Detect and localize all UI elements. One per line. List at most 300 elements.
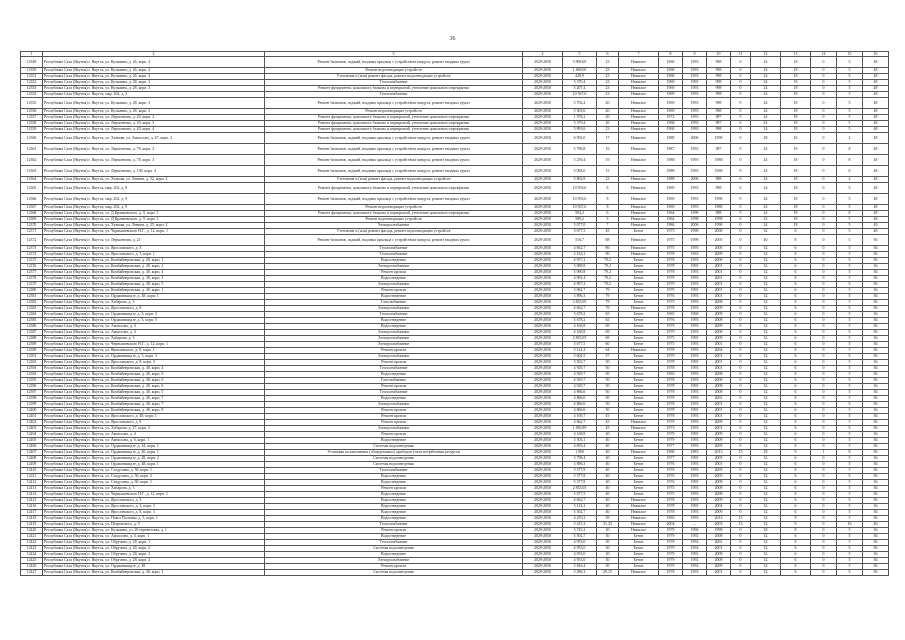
table-cell: 1992 (683, 552, 707, 558)
table-cell: 1976 (659, 462, 683, 468)
table-cell: 1 960 (563, 450, 597, 456)
table-cell: 1993 (683, 462, 707, 468)
table-cell: 12410 (21, 468, 43, 474)
table-row (21, 98, 889, 109)
table-cell: 12361 (21, 144, 43, 155)
table-cell: 6 (781, 474, 811, 480)
table-cell: 2029-2050 (523, 564, 563, 570)
table-cell: 5 503,1 (563, 438, 597, 444)
table-cell: 5 (837, 498, 863, 504)
table-cell: 5 (837, 444, 863, 450)
table-cell: 0 (811, 115, 837, 121)
table-cell: Нежилое (619, 68, 659, 74)
column-header: 3 (265, 52, 523, 57)
table-cell: 69 (597, 330, 619, 336)
table-cell: Республика Саха (Якутия) г. Якутск, ул. Орджоникидзе, д. 3, корп. 3 (43, 312, 265, 318)
table-cell: 5 893,6 (563, 127, 597, 133)
table-cell: Бетон (619, 324, 659, 330)
table-cell: 16 (781, 133, 811, 144)
table-cell: 2029-2050 (523, 456, 563, 462)
table-cell: 5 (837, 74, 863, 80)
table-cell: 36 (863, 540, 889, 546)
table-cell: 0 (731, 252, 751, 258)
table-cell: 5 (837, 396, 863, 402)
table-cell: 36 (863, 432, 889, 438)
column-header: 8 (659, 52, 683, 57)
table-cell: 2000 (707, 229, 731, 235)
table-cell: 5 (837, 492, 863, 498)
table-cell: 5 677,5 (563, 342, 597, 348)
table-cell: 12367 (21, 205, 43, 211)
table-cell: 36 (863, 330, 889, 336)
table-cell: 69 (597, 324, 619, 330)
table-cell: 48 (863, 155, 889, 166)
table-cell: 2029-2050 (523, 246, 563, 252)
table-cell: Нежилое (619, 510, 659, 516)
column-header: 5 (563, 52, 597, 57)
table-cell: Водоотведение (265, 504, 523, 510)
table-cell: 1993 (683, 510, 707, 516)
table-cell: 0 (731, 155, 751, 166)
table-cell: Бетон (619, 282, 659, 288)
table-cell: 2029-2050 (523, 194, 563, 205)
table-cell: 0 (811, 504, 837, 510)
table-cell: 1 830,89 (563, 426, 597, 432)
table-cell: 6 (781, 312, 811, 318)
table-cell: 2001 (707, 396, 731, 402)
table-cell: 0 (731, 372, 751, 378)
table-cell: 5 415,3 (563, 522, 597, 528)
table-cell: 2029-2050 (523, 336, 563, 342)
table-cell: 48 (863, 86, 889, 92)
table-cell: 1993 (683, 109, 707, 115)
table-cell: Республика Саха (Якутия) г. Якутск, ул. Лермонтова, д. 138, корп. 4 (43, 166, 265, 177)
table-cell: 0 (811, 426, 837, 432)
table-cell: 8 (837, 211, 863, 217)
table-cell: 0 (731, 414, 751, 420)
table-cell: 5 (837, 252, 863, 258)
table-cell: 12386 (21, 324, 43, 330)
table-cell: Республика Саха (Якутия) г. Якутск, ул. Лермонтова, д. 21 (43, 235, 265, 246)
table-cell: 36 (863, 444, 889, 450)
table-cell: 5 124,2 (563, 348, 597, 354)
table-cell: 24 (751, 194, 781, 205)
table-cell: Нежилое (619, 246, 659, 252)
table-cell: Нежилое (619, 205, 659, 211)
table-cell: Бетон (619, 318, 659, 324)
table-cell: 2029-2050 (523, 354, 563, 360)
table-cell: Электроснабжение (265, 354, 523, 360)
table-cell: 36 (863, 312, 889, 318)
table-cell: 1993 (683, 420, 707, 426)
table-cell: 8 (597, 205, 619, 211)
table-cell: Нежилое (619, 528, 659, 534)
table-cell: 0 (811, 300, 837, 306)
table-cell: Системы водоотведения (265, 444, 523, 450)
page-number: 36 (449, 36, 456, 42)
table-cell: 36 (863, 498, 889, 504)
table-cell: 24 (751, 74, 781, 80)
table-cell: 24 (751, 80, 781, 86)
table-cell: Республика Саха (Якутия) г. Якутск, ул. Хабарова, д. 3 (43, 300, 265, 306)
table-cell: 6 (781, 294, 811, 300)
table-cell: 24 (751, 92, 781, 98)
table-cell: Ремонт кровли (265, 360, 523, 366)
table-cell: 16 (781, 144, 811, 155)
table-cell: 2008 (707, 378, 731, 384)
table-cell: 6 (781, 318, 811, 324)
table-cell: 12422 (21, 540, 43, 546)
table-cell: 12376 (21, 264, 43, 270)
table-cell: 5 (837, 306, 863, 312)
table-cell: 0 (811, 57, 837, 68)
table-cell: 0 (811, 252, 837, 258)
table-cell: 1992 (683, 540, 707, 546)
table-cell: 2029-2050 (523, 166, 563, 177)
table-cell: 1979 (659, 282, 683, 288)
table-cell: 1987 (659, 144, 683, 155)
table-cell: Республика Саха (Якутия) г. Якутск, ул. Орджоникидзе, д. 48 (43, 564, 265, 570)
table-cell: Нежилое (619, 211, 659, 217)
table-cell: 1977 (659, 456, 683, 462)
table-cell: 1969 (659, 86, 683, 92)
table-cell: 1993 (683, 456, 707, 462)
table-cell: 0 (731, 330, 751, 336)
table-cell: 1963 (683, 252, 707, 258)
table-cell: Республика Саха (Якутия) г. Якутск, ул. Обручева, д. 28, корп. 2 (43, 546, 265, 552)
table-cell: 0 (811, 462, 837, 468)
table-cell: 1998 (707, 133, 731, 144)
table-cell: 23 (597, 74, 619, 80)
table-cell: 2029-2050 (523, 558, 563, 564)
table-cell: Республика Саха (Якутия) г. Якутск, ул. Ярославского, д. 3, корп. 1 (43, 252, 265, 258)
table-cell: 0 (731, 336, 751, 342)
table-cell: Системы водоотведения (265, 570, 523, 576)
table-cell: 30 (597, 534, 619, 540)
table-cell: 0 (811, 336, 837, 342)
table-cell: 2005 (707, 474, 731, 480)
table-cell: 5 (837, 540, 863, 546)
table-cell: 3 896,3 (563, 462, 597, 468)
table-cell: Республика Саха (Якутия) г. Якутск, ул. Комбайнеровская, д. 40, корп. 4 (43, 270, 265, 276)
table-cell: 50 (597, 390, 619, 396)
table-cell: 5 (837, 294, 863, 300)
table-cell: 1975 (659, 486, 683, 492)
table-cell: 5 089,8 (563, 264, 597, 270)
table-cell: 32 (751, 276, 781, 282)
table-cell: 2029-2050 (523, 270, 563, 276)
table-cell: 12398 (21, 396, 43, 402)
table-cell: 5 702,4 (563, 98, 597, 109)
table-cell: 12351 (21, 74, 43, 80)
table-cell: 1993 (683, 276, 707, 282)
table-cell: Республика Саха (Якутия) г. Якутск, ул. Орджоникидзе, д. 46, корп. 1 (43, 450, 265, 456)
table-cell: 48 (863, 217, 889, 223)
table-cell: 6 (781, 270, 811, 276)
table-cell: 0 (811, 534, 837, 540)
table-cell: 8 (781, 235, 811, 246)
table-cell: 1975 (659, 246, 683, 252)
table-cell: 4 169,7 (563, 414, 597, 420)
table-cell: 1978 (659, 258, 683, 264)
table-cell: 12406 (21, 444, 43, 450)
table-cell: 5 (837, 528, 863, 534)
table-cell: 1969 (659, 109, 683, 115)
table-cell: Бетон (619, 390, 659, 396)
table-cell: 2008 (707, 372, 731, 378)
table-cell: Бетон (619, 444, 659, 450)
table-cell: Электроснабжение (265, 558, 523, 564)
table-cell: 6 (781, 558, 811, 564)
table-cell: 2029-2050 (523, 342, 563, 348)
table-cell: 2006 (683, 177, 707, 183)
table-cell: 2029-2050 (523, 462, 563, 468)
table-cell: 0 (811, 144, 837, 155)
table-cell: 23 (751, 217, 781, 223)
table-cell: 6 (781, 348, 811, 354)
table-cell: 0 (731, 166, 751, 177)
table-cell: 48 (863, 68, 889, 74)
table-cell: 12362 (21, 155, 43, 166)
table-cell: 18 (781, 217, 811, 223)
table-cell: 1993 (683, 336, 707, 342)
table-cell: 0 (811, 528, 837, 534)
table-cell: 1993 (683, 378, 707, 384)
table-cell: 0 (811, 92, 837, 98)
table-cell: 48 (863, 177, 889, 183)
table-cell: 1993 (683, 155, 707, 166)
table-cell: 1988 (659, 166, 683, 177)
table-cell: 36 (863, 294, 889, 300)
table-cell: 4 866,6 (563, 408, 597, 414)
table-cell: 5 (837, 288, 863, 294)
table-cell: 6 (781, 336, 811, 342)
table-cell: Электроснабжение (265, 223, 523, 229)
table-cell: 5 677,5 (563, 229, 597, 235)
table-cell: Водоотведение (265, 324, 523, 330)
table-cell: Республика Саха (Якутия) г. Якутск, ул. Чернышевского Н.Г., д. 12, корп. 1 (43, 342, 265, 348)
table-cell: Республика Саха (Якутия) г. Якутск, ул. Комбайнеровская, д. 40, корп. 6 (43, 372, 265, 378)
table-cell: 998 (707, 80, 731, 86)
table-cell: 5 090,8 (563, 270, 597, 276)
table-cell: Нежилое (619, 155, 659, 166)
table-cell: 2005 (707, 456, 731, 462)
table-cell: 1979 (659, 276, 683, 282)
table-cell: 0 (731, 288, 751, 294)
table-cell: 32 (751, 306, 781, 312)
table-cell: Республика Саха (Якутия) г. Якутск, ул. Комбайнеровская, д. 40, корп. 2 (43, 264, 265, 270)
table-cell: 15 (597, 166, 619, 177)
table-cell: 0 (811, 378, 837, 384)
table-cell: 2003 (707, 522, 731, 528)
table-cell: 2013 (707, 450, 731, 456)
column-header: 14 (811, 52, 837, 57)
table-cell: 46 (863, 522, 889, 528)
table-cell: 0 (811, 522, 837, 528)
table-cell: 4 866,6 (563, 390, 597, 396)
table-cell: 6 (781, 564, 811, 570)
table-cell: Нежилое (619, 80, 659, 86)
table-cell: Республика Саха (Якутия) г. Якутск, ул. Орджоникидзе, д. 48, корп. 1 (43, 294, 265, 300)
table-cell: Бетон (619, 276, 659, 282)
table-cell: 998 (707, 57, 731, 68)
table-cell: 1978 (659, 498, 683, 504)
table-cell: 0 (731, 223, 751, 229)
table-cell: Нежилое (619, 450, 659, 456)
table-cell: 2029-2050 (523, 498, 563, 504)
table-cell: Республика Саха (Якутия) г. Якутск, ул. Комбайнеровская, д. 40, корп. 3 (43, 570, 265, 576)
table-cell: 36 (863, 366, 889, 372)
table-cell: 20 (597, 98, 619, 109)
table-cell: 1993 (683, 270, 707, 276)
table-cell: 2029-2050 (523, 534, 563, 540)
table-cell: 6 (781, 378, 811, 384)
table-cell: 1969 (659, 92, 683, 98)
table-cell: 45 (597, 420, 619, 426)
table-cell: 0 (811, 384, 837, 390)
table-cell: 2029-2050 (523, 235, 563, 246)
table-cell: 1975 (659, 336, 683, 342)
table-cell: 9 (781, 522, 811, 528)
table-cell: 5 (837, 456, 863, 462)
table-cell: 5 (837, 86, 863, 92)
table-cell: 6 (781, 246, 811, 252)
table-cell: 45 (597, 414, 619, 420)
table-cell: 0 (731, 420, 751, 426)
table-cell: 1968 (659, 57, 683, 68)
table-cell: 5 (837, 318, 863, 324)
table-cell: 2006 (683, 223, 707, 229)
table-cell: 32 (751, 229, 781, 235)
table-cell: 1978 (659, 384, 683, 390)
table-cell: 5 (837, 426, 863, 432)
table-cell: 2 835,05 (563, 486, 597, 492)
table-cell: 1993 (683, 92, 707, 98)
table-cell: Нежилое (619, 498, 659, 504)
table-cell: 6 (781, 414, 811, 420)
table-cell: 36 (863, 474, 889, 480)
table-cell: Водоотведение (265, 492, 523, 498)
table-cell: 12366 (21, 194, 43, 205)
table-cell: 1978 (659, 504, 683, 510)
table-cell: 1993 (683, 372, 707, 378)
table-cell: 1993 (683, 183, 707, 194)
table-cell: Республика Саха (Якутия) г. Якутск, ул. Хабарова, д. 3 (43, 336, 265, 342)
table-cell: 1968 (683, 312, 707, 318)
table-cell: 24 (751, 166, 781, 177)
table-cell: 48 (863, 127, 889, 133)
table-cell: 5 (837, 183, 863, 194)
table-cell: 2029-2050 (523, 57, 563, 68)
table-cell: 5 (837, 570, 863, 576)
table-cell: 3 798,4 (563, 456, 597, 462)
table-cell: 12388 (21, 336, 43, 342)
table-cell: 1979 (659, 432, 683, 438)
table-cell: 0 (811, 223, 837, 229)
table-cell: 5 745,2 (563, 528, 597, 534)
table-cell: 2029-2050 (523, 282, 563, 288)
table-cell: 1993 (683, 504, 707, 510)
table-cell: Ремонт кровли (265, 384, 523, 390)
table-cell: 36 (863, 456, 889, 462)
table-cell: 1993 (683, 444, 707, 450)
table-cell: 0 (731, 294, 751, 300)
table-cell: 69 (597, 336, 619, 342)
table-cell: 1976 (659, 468, 683, 474)
table-cell: 4 168,8 (563, 330, 597, 336)
table-cell: Республика Саха (Якутия) г. Якутск, ул. Хабарова, д. 3 (43, 486, 265, 492)
table-cell: Республика Саха (Якутия) г. Якутск, ул. Аммосова, д. 4 (43, 324, 265, 330)
table-cell: 32 (751, 570, 781, 576)
table-cell: 0 (731, 121, 751, 127)
table-cell: 50 (597, 396, 619, 402)
table-cell: Теплоснабжение (265, 246, 523, 252)
table-cell: 32 (751, 540, 781, 546)
table-cell: 2008 (707, 558, 731, 564)
table-cell: 4 929,7 (563, 366, 597, 372)
table-cell: 0 (731, 68, 751, 74)
table-cell: 5 (837, 348, 863, 354)
table-cell: 5 496,3 (563, 570, 597, 576)
table-cell: 5 (837, 300, 863, 306)
table-cell: Республика Саха (Якутия) г. Якутск, ул. Аммосова, д. 4 (43, 432, 265, 438)
table-cell: 12364 (21, 177, 43, 183)
table-cell: 5 (837, 342, 863, 348)
table-cell: 30 (597, 546, 619, 552)
table-cell: 0 (811, 510, 837, 516)
table-cell: Ремонт кровли (265, 270, 523, 276)
table-cell: 1993 (683, 282, 707, 288)
table-cell: 998 (707, 127, 731, 133)
table-cell: Республика Саха (Якутия) г. Якутск, ул. Ярославского, д. 3 (43, 246, 265, 252)
table-cell: Республика Саха (Якутия) г. Якутск, мкр. 202, д. 9 (43, 194, 265, 205)
table-cell: Бетон (619, 258, 659, 264)
table-cell: 5 (837, 68, 863, 74)
table-cell: 1993 (683, 300, 707, 306)
table-cell: Нежилое (619, 166, 659, 177)
table-cell: Бетон (619, 474, 659, 480)
table-cell: 79,2 (597, 282, 619, 288)
table-cell: 2029-2050 (523, 177, 563, 183)
table-cell: 0 (811, 552, 837, 558)
table-cell: 2001 (707, 270, 731, 276)
table-cell: 48 (863, 98, 889, 109)
table-cell: 1968 (659, 450, 683, 456)
table-cell: 2001 (707, 546, 731, 552)
table-cell: 32 (751, 336, 781, 342)
table-cell: 1978 (659, 540, 683, 546)
table-cell: Бетон (619, 264, 659, 270)
table-cell: 1979 (659, 528, 683, 534)
table-cell: 1973 (659, 426, 683, 432)
table-cell: Бетон (619, 414, 659, 420)
table-cell: 0 (731, 528, 751, 534)
table-cell: 0 (811, 133, 837, 144)
table-cell: 50 (597, 402, 619, 408)
table-cell: 5 (837, 558, 863, 564)
table-cell: 40 (597, 468, 619, 474)
table-cell: 2029-2050 (523, 223, 563, 229)
table-cell: 6 (781, 300, 811, 306)
table-cell: 6 (781, 504, 811, 510)
table-cell: Ремонт водоотводящих устройств (265, 109, 523, 115)
table-cell: 3 896,3 (563, 294, 597, 300)
table-cell: Республика Саха (Якутия) г. Якутск, ул. Комбайнеровская, д. 40, корп. 4 (43, 366, 265, 372)
table-row (21, 57, 889, 68)
table-cell: 2001 (707, 570, 731, 576)
table-cell: 20 (597, 121, 619, 127)
table-cell: 40 (751, 235, 781, 246)
